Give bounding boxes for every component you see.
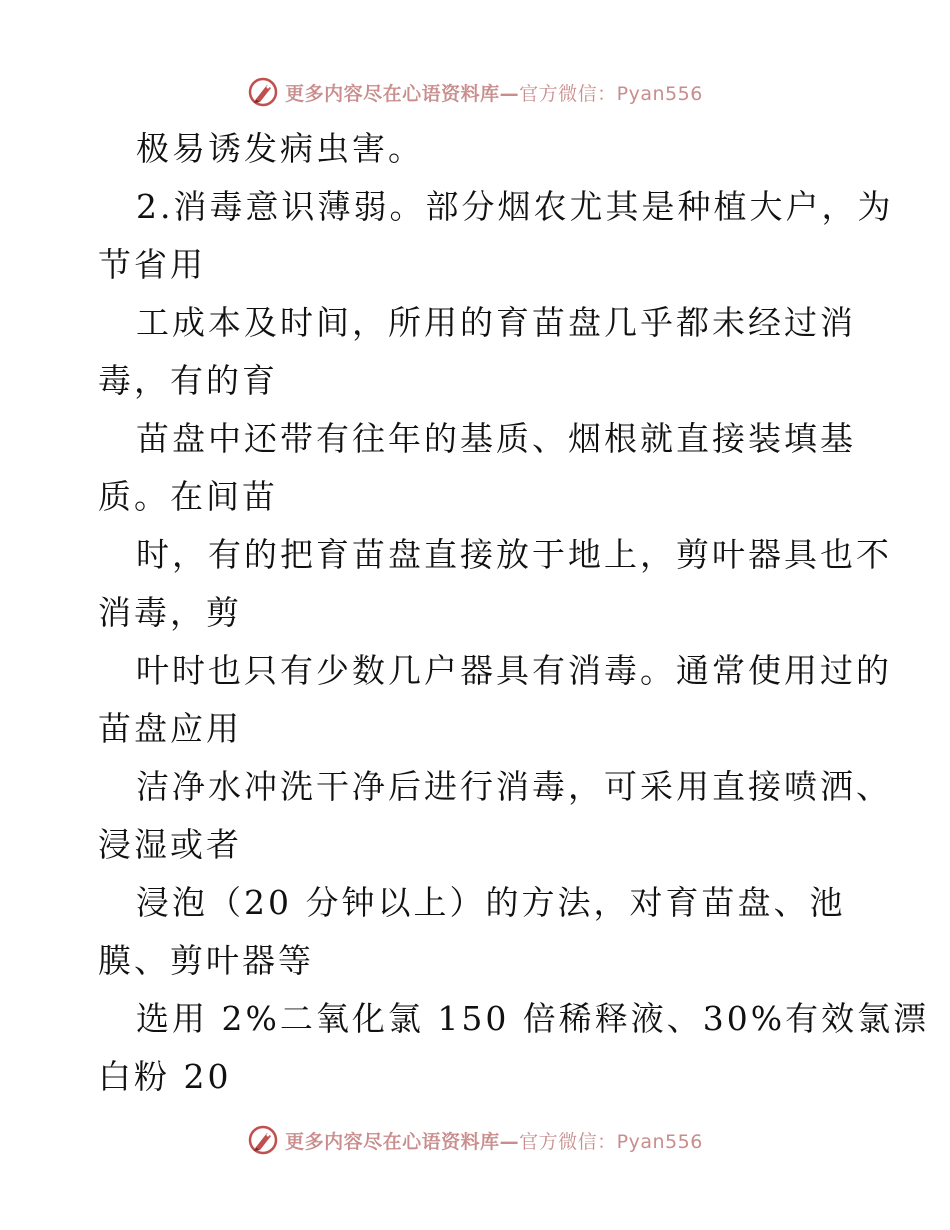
header-title: 更多内容尽在心语资料库— — [285, 82, 520, 105]
text-line: 洁净水冲洗干净后进行消毒，可采用直接喷洒、 — [136, 767, 892, 806]
text-line: 毒，有的育 — [98, 361, 278, 400]
header-text — [285, 79, 703, 106]
text-line: 白粉 20 — [98, 1057, 232, 1096]
text-line: 选用 2%二氧化氯 150 倍稀释液、30%有效氯漂 — [136, 999, 930, 1038]
text-line: 消毒，剪 — [98, 593, 242, 632]
text-line: 2.消毒意识薄弱。部分烟农尤其是种植大户，为 — [136, 187, 894, 226]
footer-banner — [0, 1120, 950, 1160]
text-line: 膜、剪叶器等 — [98, 941, 314, 980]
pen-logo-icon — [247, 1124, 279, 1156]
text-line: 浸湿或者 — [98, 825, 242, 864]
text-line: 时，有的把育苗盘直接放于地上，剪叶器具也不 — [136, 535, 892, 574]
text-line: 苗盘中还带有往年的基质、烟根就直接装填基 — [136, 419, 856, 458]
text-line: 极易诱发病虫害。 — [136, 129, 424, 168]
text-line: 节省用 — [98, 245, 206, 284]
text-line: 浸泡（20 分钟以上）的方法，对育苗盘、池 — [136, 883, 846, 922]
footer-text — [285, 1127, 703, 1154]
pen-logo-icon — [247, 76, 279, 108]
text-line: 工成本及时间，所用的育苗盘几乎都未经过消 — [136, 303, 856, 342]
text-line: 苗盘应用 — [98, 709, 242, 748]
document-body — [98, 120, 930, 1106]
text-line: 叶时也只有少数几户器具有消毒。通常使用过的 — [136, 651, 892, 690]
text-line: 质。在间苗 — [98, 477, 278, 516]
header-banner — [0, 72, 950, 112]
header-wechat: 官方微信：Pyan556 — [519, 82, 703, 105]
footer-title: 更多内容尽在心语资料库— — [285, 1130, 520, 1153]
footer-wechat: 官方微信：Pyan556 — [519, 1130, 703, 1153]
